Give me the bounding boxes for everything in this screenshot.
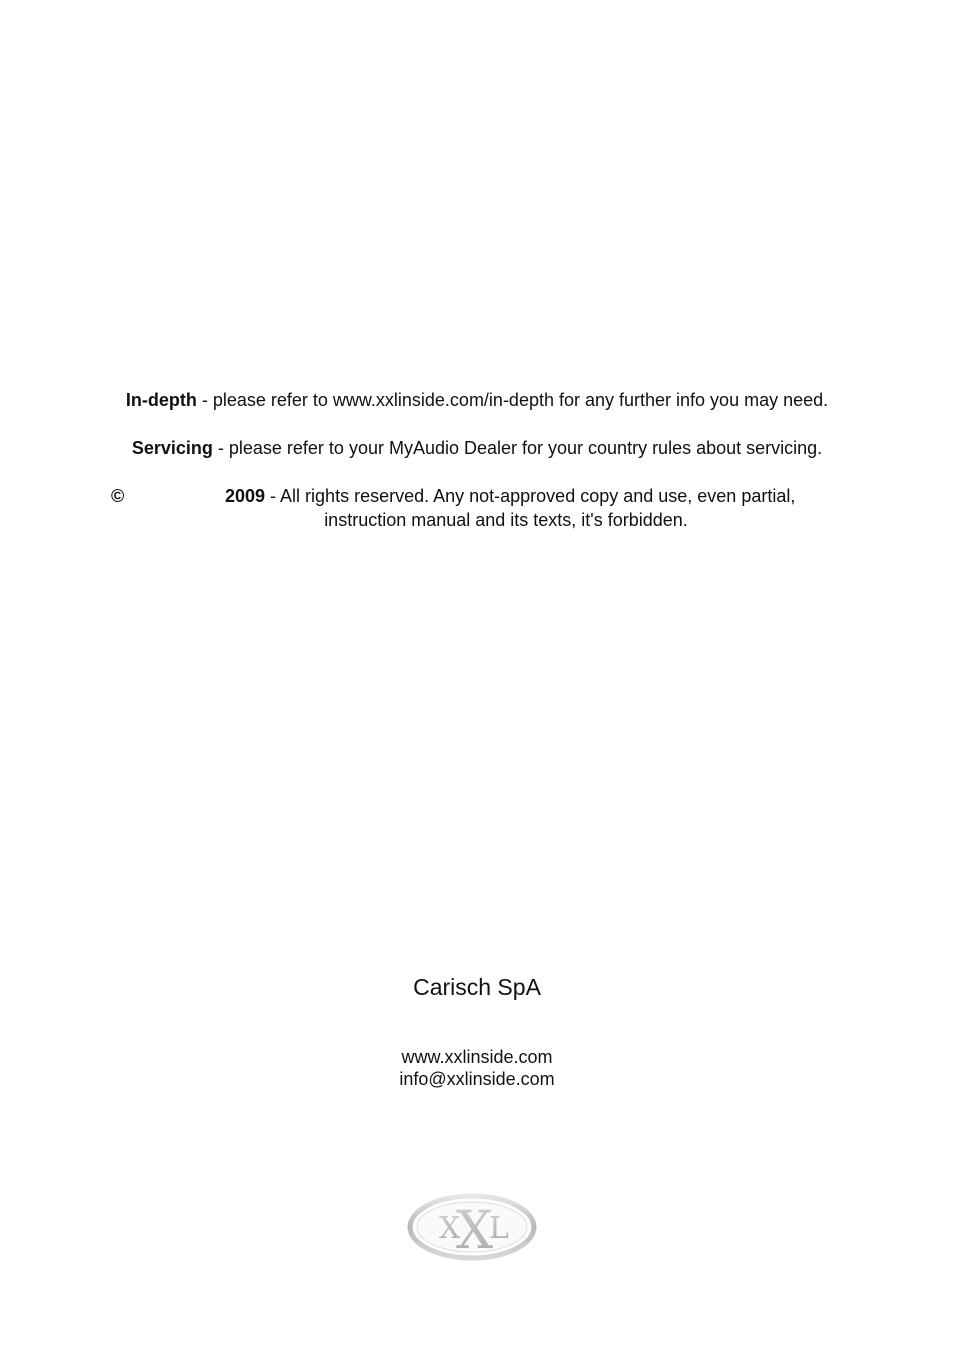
copyright-text-2: instruction manual and its texts, it's forbidden. — [324, 510, 688, 530]
website-link[interactable]: www.xxlinside.com — [401, 1047, 553, 1067]
indepth-text: - please refer to www.xxlinside.com/in-depth for any further info you may need. — [196, 390, 829, 410]
copyright-year: 2009 — [225, 486, 266, 506]
copyright-line-1 — [225, 485, 795, 507]
svg-text:X: X — [456, 1201, 494, 1261]
email-link[interactable]: info@xxlinside.com — [399, 1069, 555, 1089]
servicing-text: - please refer to your MyAudio Dealer for your country rules about servicing. — [212, 438, 823, 458]
servicing-note — [0, 437, 954, 459]
indepth-note — [0, 389, 954, 411]
copyright-text-1: - All rights reserved. Any not-approved copy and use, even partial, — [265, 486, 796, 506]
copyright-symbol: © — [111, 486, 125, 506]
indepth-label: In-depth — [125, 390, 197, 410]
company-name: Carisch SpA — [413, 974, 541, 1000]
svg-text:X: X — [439, 1211, 461, 1246]
servicing-label: Servicing — [131, 438, 213, 458]
xxl-logo-icon — [407, 1193, 537, 1261]
svg-text:L: L — [489, 1211, 509, 1246]
